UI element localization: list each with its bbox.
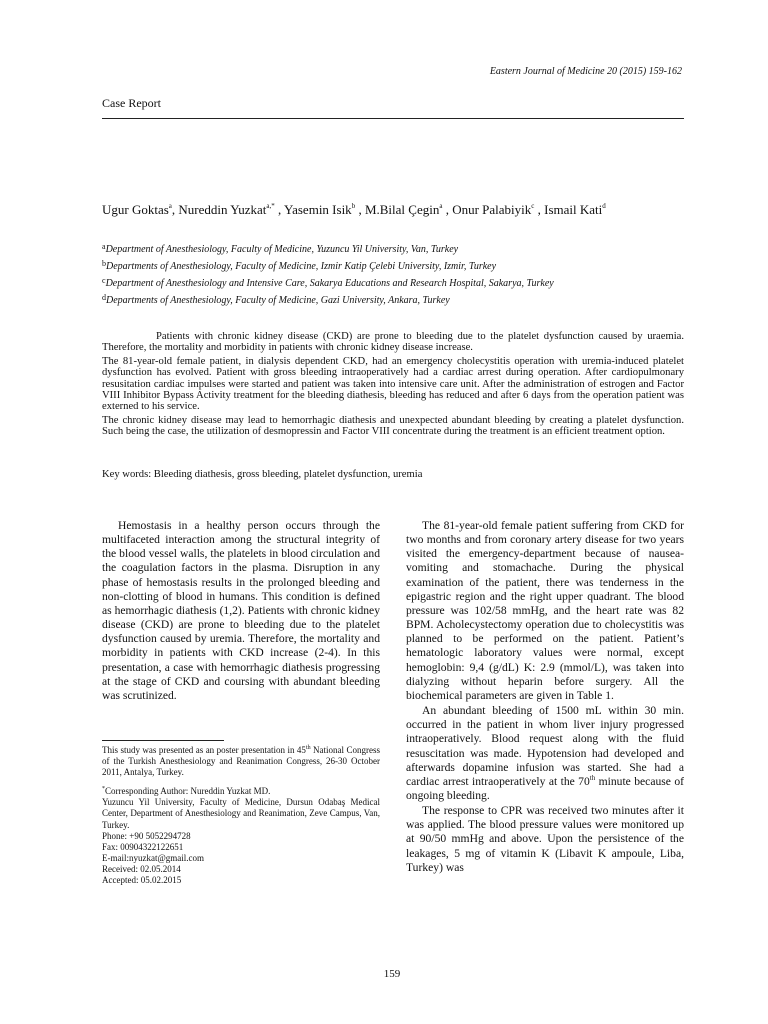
presentation-note-text: National Congress of the Turkish Anesthesiology and Reanimation Congress, 26-30 October 2011, Antalya, Turkey. [102,745,380,778]
author-name: Yasemin Isik [284,202,352,217]
right-column [406,519,684,875]
author-affiliation-mark: a,* [266,202,275,210]
accepted-date: Accepted: 05.02.2015 [102,875,182,886]
ordinal-suffix: th [305,745,311,751]
corresponding-author-text: Corresponding Author: Nureddin Yuzkat MD. [105,786,271,797]
ordinal-suffix: th [589,773,596,782]
body-text: minute because of ongoing bleeding. [406,774,684,802]
presentation-note [102,745,380,778]
author-name: Nureddin Yuzkat [178,202,267,217]
author-name: Ismail Kati [544,202,603,217]
author-affiliation-mark: a [168,202,172,210]
presentation-note-text: This study was presented as an poster presentation in 45 [102,745,306,755]
affiliation [102,293,692,310]
asterisk-mark: * [102,786,105,793]
affiliation-text: Department of Anesthesiology, Faculty of Medicine, Yuzuncu Yil University, Van, Turkey [105,244,459,255]
page-number: 159 [383,968,401,980]
affiliation-mark: b [102,259,106,268]
author-separator: , [355,202,365,217]
author-affiliation-mark: c [531,202,535,210]
body-paragraph: The 81-year-old female patient suffering from CKD for two months and from coronary artery disease for two years visited the emergency-department because of nausea-vomiting and stomachache. During the physical examination of the patient, there was tenderness in the epigastric region and the right upper quadrant. The blood pressure was 102/58 mmHg, and the heart rate was 82 BPM. Acholecystectomy operation due to cholecystitis was planned to be performed on the patient. Patient’s hematologic laboratory values were normal, except hemoglobin: 9,4 (g/dL) K: 2.9 (mmol/L), was taken into dialyzing without heparin before surgery. All the biochemical parameters are given in Table 1. [406,519,684,702]
body-paragraph [406,704,684,803]
author-affiliation-mark: a [439,202,443,210]
abstract-paragraph: The 81-year-old female patient, in dialysis dependent CKD, had an emergency cholecystitis operation with uremia-induced platelet dysfunction has evolved. Patient with gross bleeding intraoperatively had a cardiac arrest during operation. After cardiopulmonary resusitation cardiac impulses were started and patient was taken into intensive care unit. After the administration of estrogen and Factor VIII Inhibitor Bypass Activity treatment for the bleeding diathesis, bleeding has reduced and after 6 days from the operation patient was externed to his service. [102,355,684,413]
author-list [102,202,702,218]
author-affiliation-mark: d [602,202,606,210]
journal-citation: Eastern Journal of Medicine 20 (2015) 159-162 [489,66,682,77]
article-type: Case Report [102,96,161,110]
affiliation-text: Department of Anesthesiology and Intensive Care, Sakarya Educations and Research Hospital, Sakarya, Turkey [105,278,554,289]
abstract-paragraph: Patients with chronic kidney disease (CKD) are prone to bleeding due to the platelet dysfunction caused by uraemia. Therefore, the mortality and morbidity in patients with chronic kidney disease increase. [102,331,684,354]
affiliation [102,259,692,276]
author-name: Onur Palabiyik [452,202,532,217]
footnote-rule [102,740,224,741]
received-date: Received: 02.05.2014 [102,863,181,874]
affiliation-mark: d [102,293,106,302]
abstract [102,331,684,440]
phone: Phone: +90 5052294728 [102,830,191,841]
body-text: An abundant bleeding of 1500 mL within 30 min. occurred in the patient in whom liver injury progressed intraoperatively. Blood request along with the fluid resuscitation was made. Hypotension had developed and afterwards dopamine infusion was started. She had a cardiac arrest intraoperatively at the 70 [406,704,684,788]
affiliation [102,276,692,293]
header-rule [102,118,684,119]
author-separator: , [534,202,545,217]
keywords: Key words: Bleeding diathesis, gross bleeding, platelet dysfunction, uremia [102,469,423,480]
abstract-paragraph: The chronic kidney disease may lead to hemorrhagic diathesis and unexpected abundant bleeding by creating a platelet dysfunction. Such being the case, the utilization of desmopressin and Factor VIII concentrate during the treatment is an efficient treatment option. [102,414,684,438]
body-paragraph: The response to CPR was received two minutes after it was applied. The blood pressure values were monitored up at 90/50 mmHg and above. Upon the persistence of the leakages, 5 mg of vitamin K (Libavit K ampoule, Liba, Turkey) was [406,804,684,874]
corresponding-author [102,786,380,797]
left-column [102,519,380,703]
affiliation-mark: a [102,242,106,251]
author-separator: , [442,202,453,217]
author-affiliation-mark: b [351,202,356,210]
body-paragraph: Hemostasis in a healthy person occurs through the multifaceted interaction among the structural integrity of the blood vessel walls, the platelets in blood circulation and the coagulation factors in the plasma. Disruption in any phase of hemostasis results in the prolonged bleeding and non-clotting of blood in humans. This condition is defined as hemorrhagic diathesis (1,2). Patients with chronic kidney disease (CKD) are prone to bleeding due to the platelet dysfunction caused by uremia. Therefore, the mortality and morbidity in patients with CKD increase (2-4). In this presentation, a case with hemorrhagic diathesis progressing at the stage of CKD and coursing with abundant bleeding was scrutinized. [102,519,380,702]
affiliation [102,242,692,259]
author-separator: , [274,202,285,217]
affiliation-mark: c [102,276,106,285]
affiliation-list [102,242,692,310]
fax: Fax: 00904322122651 [102,841,184,852]
affiliation-text: Departments of Anesthesiology, Faculty of Medicine, Izmir Katip Çelebi University, Izmir, Turkey [106,261,497,272]
author-address: Yuzuncu Yil University, Faculty of Medicine, Dursun Odabaş Medical Center, Department of Anesthesiology and Reanimation, Zeve Campus, Van, Turkey. [102,797,380,830]
affiliation-text: Departments of Anesthesiology, Faculty of Medicine, Gazi University, Ankara, Turkey [106,295,450,306]
author-separator: , [171,202,179,217]
email: E-mail:nyuzkat@gmail.com [102,852,205,863]
author-name: Ugur Goktas [102,202,169,217]
author-name: M.Bilal Çegin [364,202,440,217]
footnotes [102,745,380,886]
